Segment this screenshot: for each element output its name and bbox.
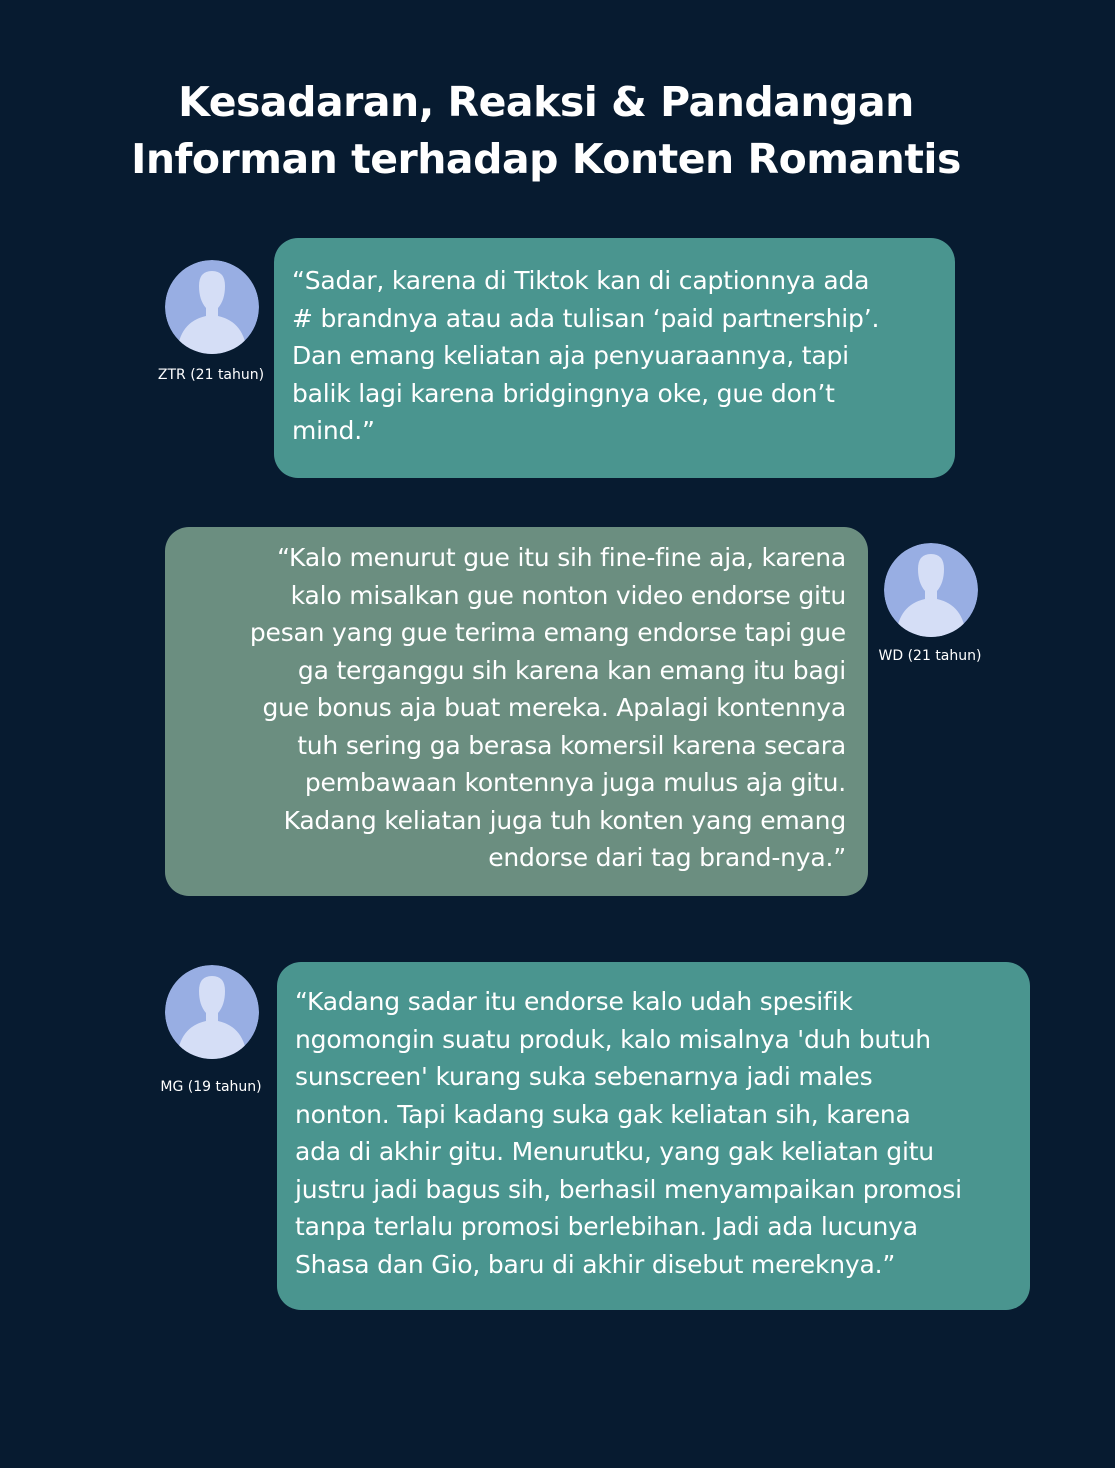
informant-label: WD (21 tahun) bbox=[878, 648, 982, 664]
page-title bbox=[0, 74, 1092, 188]
quote-bubble: “Sadar, karena di Tiktok kan di captionnya ada # brandnya atau ada tulisan ‘paid partnership’. Dan emang keliatan aja penyuaraannya, tapi balik lagi karena bridgingnya oke, gue don’t mind.” bbox=[274, 238, 955, 478]
informant-label: MG (19 tahun) bbox=[160, 1079, 262, 1095]
user-silhouette-icon bbox=[884, 543, 978, 637]
avatar bbox=[165, 260, 259, 354]
user-silhouette-icon bbox=[165, 965, 259, 1059]
quote-bubble: “Kalo menurut gue itu sih fine-fine aja, karena kalo misalkan gue nonton video endorse gitu pesan yang gue terima emang endorse tapi gue ga terganggu sih karena kan emang itu bagi gue bonus aja buat mereka. Apalagi kontennya tuh sering ga berasa komersil karena secara pembawaan kontennya juga mulus aja gitu. Kadang keliatan juga tuh konten yang emang endorse dari tag brand-nya.” bbox=[165, 527, 868, 896]
avatar bbox=[165, 965, 259, 1059]
avatar bbox=[884, 543, 978, 637]
page-title-line-2: Informan terhadap Konten Romantis bbox=[131, 135, 961, 183]
quote-bubble: “Kadang sadar itu endorse kalo udah spesifik ngomongin suatu produk, kalo misalnya 'duh butuh sunscreen' kurang suka sebenarnya jadi males nonton. Tapi kadang suka gak keliatan sih, karena ada di akhir gitu. Menurutku, yang gak keliatan gitu justru jadi bagus sih, berhasil menyampaikan promosi tanpa terlalu promosi berlebihan. Jadi ada lucunya Shasa dan Gio, baru di akhir disebut mereknya.” bbox=[277, 962, 1030, 1310]
page-title-line-1: Kesadaran, Reaksi & Pandangan bbox=[178, 78, 914, 126]
informant-label: ZTR (21 tahun) bbox=[157, 367, 265, 383]
user-silhouette-icon bbox=[165, 260, 259, 354]
